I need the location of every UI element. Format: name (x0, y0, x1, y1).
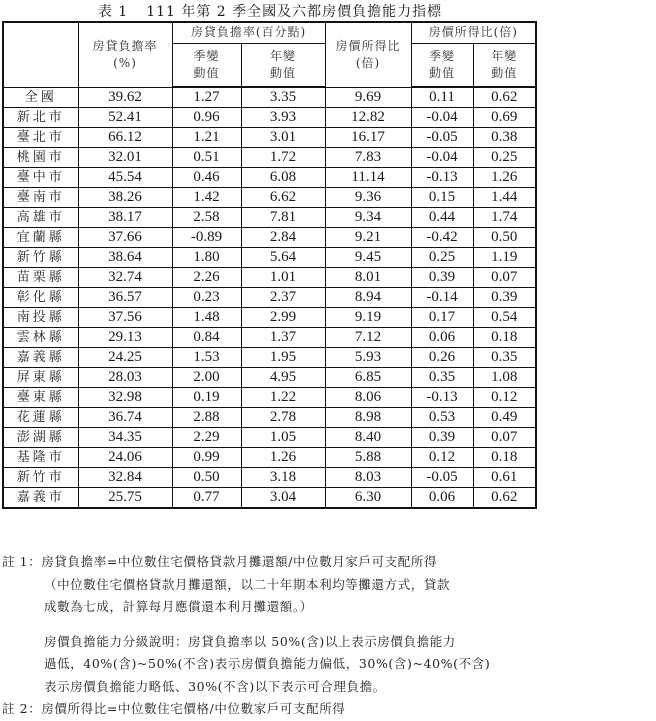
pir-quarter-change-cell: 0.11 (411, 87, 473, 108)
region-name-cell: 新竹縣 (3, 248, 78, 268)
price-income-ratio-cell: 9.19 (325, 308, 411, 328)
mortgage-year-change-cell: 2.84 (241, 228, 325, 248)
table-row (3, 168, 536, 188)
note-2-definition: 註 2：房價所得比=中位數住宅價格/中位數家戶可支配所得 (2, 701, 346, 716)
mortgage-quarter-change-cell: 2.00 (172, 368, 241, 388)
region-name-cell: 南投縣 (3, 308, 78, 328)
region-name-cell: 基隆市 (3, 448, 78, 468)
table-title-text: 111 年第 2 季全國及六都房價負擔能力指標 (146, 4, 443, 20)
mortgage-ratio-cell: 24.06 (78, 448, 172, 468)
header-region (3, 22, 78, 87)
mortgage-year-change-cell: 1.01 (241, 268, 325, 288)
mortgage-quarter-change-cell: 2.58 (172, 208, 241, 228)
mortgage-year-change-cell: 4.95 (241, 368, 325, 388)
region-name-cell: 苗栗縣 (3, 268, 78, 288)
price-income-ratio-cell: 9.21 (325, 228, 411, 248)
table-title (0, 1, 540, 21)
pir-year-change-cell: 0.07 (473, 268, 536, 288)
header-text: 動值 (269, 65, 296, 80)
mortgage-year-change-cell: 5.64 (241, 248, 325, 268)
pir-year-change-cell: 0.07 (473, 428, 536, 448)
pir-quarter-change-cell: 0.35 (411, 368, 473, 388)
pir-year-change-cell: 0.18 (473, 328, 536, 348)
note-1-grading: 過低，40%(含)~50%(不含)表示房價負擔能力偏低，30%(含)~40%(不含) (44, 656, 491, 671)
mortgage-ratio-cell: 29.13 (78, 328, 172, 348)
price-income-ratio-cell: 8.94 (325, 288, 411, 308)
mortgage-quarter-change-cell: 0.84 (172, 328, 241, 348)
header-text: 動值 (491, 65, 518, 80)
mortgage-ratio-cell: 32.01 (78, 148, 172, 168)
price-income-ratio-cell: 11.14 (325, 168, 411, 188)
table-row (3, 328, 536, 348)
pir-quarter-change-cell: 0.15 (411, 188, 473, 208)
mortgage-ratio-cell: 38.26 (78, 188, 172, 208)
table-row (3, 268, 536, 288)
region-name-cell: 臺中市 (3, 168, 78, 188)
mortgage-ratio-cell: 37.66 (78, 228, 172, 248)
mortgage-year-change-cell: 3.01 (241, 128, 325, 148)
price-income-ratio-cell: 8.01 (325, 268, 411, 288)
header-mortgage-ratio-label: 房貸負擔率 (92, 38, 158, 53)
region-name-cell: 桃園市 (3, 148, 78, 168)
price-income-ratio-cell: 16.17 (325, 128, 411, 148)
table-row (3, 188, 536, 208)
table-row (3, 408, 536, 428)
pir-quarter-change-cell: -0.05 (411, 128, 473, 148)
pir-year-change-cell: 0.62 (473, 87, 536, 108)
mortgage-quarter-change-cell: 1.42 (172, 188, 241, 208)
mortgage-year-change-cell: 3.93 (241, 108, 325, 128)
mortgage-quarter-change-cell: 0.51 (172, 148, 241, 168)
price-income-ratio-cell: 5.93 (325, 348, 411, 368)
price-income-ratio-cell: 9.36 (325, 188, 411, 208)
mortgage-quarter-change-cell: 2.29 (172, 428, 241, 448)
header-text: 動值 (193, 65, 220, 80)
header-price-income-ratio (325, 22, 411, 87)
pir-year-change-cell: 0.69 (473, 108, 536, 128)
table-row (3, 448, 536, 468)
region-name-cell: 彰化縣 (3, 288, 78, 308)
mortgage-ratio-cell: 66.12 (78, 128, 172, 148)
table-row (3, 348, 536, 368)
header-mortgage-year-change (241, 43, 325, 87)
region-name-cell: 新竹市 (3, 468, 78, 488)
mortgage-year-change-cell: 3.35 (241, 87, 325, 108)
region-name-cell: 高雄市 (3, 208, 78, 228)
pir-quarter-change-cell: -0.05 (411, 468, 473, 488)
mortgage-year-change-cell: 1.95 (241, 348, 325, 368)
header-pir-unit: (倍) (355, 55, 381, 70)
mortgage-ratio-cell: 32.74 (78, 268, 172, 288)
table-row (3, 228, 536, 248)
table-row (3, 108, 536, 128)
table-row (3, 128, 536, 148)
note-1-detail: 成數為七成，計算每月應償還本利月攤還額。） (44, 599, 313, 614)
pir-year-change-cell: 0.62 (473, 488, 536, 509)
pir-quarter-change-cell: 0.12 (411, 448, 473, 468)
mortgage-quarter-change-cell: 0.96 (172, 108, 241, 128)
mortgage-year-change-cell: 1.72 (241, 148, 325, 168)
price-income-ratio-cell: 9.45 (325, 248, 411, 268)
mortgage-year-change-cell: 1.22 (241, 388, 325, 408)
region-name-cell: 宜蘭縣 (3, 228, 78, 248)
mortgage-ratio-cell: 34.35 (78, 428, 172, 448)
mortgage-quarter-change-cell: 0.50 (172, 468, 241, 488)
header-mortgage-ratio (78, 22, 172, 87)
region-name-cell: 臺東縣 (3, 388, 78, 408)
mortgage-year-change-cell: 6.08 (241, 168, 325, 188)
mortgage-year-change-cell: 2.37 (241, 288, 325, 308)
pir-quarter-change-cell: 0.06 (411, 328, 473, 348)
price-income-ratio-cell: 7.12 (325, 328, 411, 348)
header-text: 季變 (428, 48, 455, 63)
table-row (3, 208, 536, 228)
mortgage-quarter-change-cell: 1.53 (172, 348, 241, 368)
table-row (3, 148, 536, 168)
header-text: 動值 (428, 65, 455, 80)
pir-quarter-change-cell: -0.42 (411, 228, 473, 248)
price-income-ratio-cell: 12.82 (325, 108, 411, 128)
pir-quarter-change-cell: 0.26 (411, 348, 473, 368)
table-number: 表 1 (97, 4, 129, 20)
mortgage-ratio-cell: 24.25 (78, 348, 172, 368)
pir-quarter-change-cell: -0.13 (411, 388, 473, 408)
mortgage-ratio-cell: 25.75 (78, 488, 172, 509)
mortgage-quarter-change-cell: 2.26 (172, 268, 241, 288)
header-pir-change-group: 房價所得比(倍) (411, 22, 536, 43)
pir-year-change-cell: 0.12 (473, 388, 536, 408)
pir-year-change-cell: 0.50 (473, 228, 536, 248)
note-1-grading: 表示房價負擔能力略低、30%(不含)以下表示可合理負擔。 (44, 678, 386, 694)
mortgage-ratio-cell: 28.03 (78, 368, 172, 388)
price-income-ratio-cell: 8.06 (325, 388, 411, 408)
table-row (3, 308, 536, 328)
mortgage-quarter-change-cell: 1.21 (172, 128, 241, 148)
pir-year-change-cell: 0.25 (473, 148, 536, 168)
pir-quarter-change-cell: 0.44 (411, 208, 473, 228)
mortgage-quarter-change-cell: 0.19 (172, 388, 241, 408)
pir-quarter-change-cell: 0.39 (411, 268, 473, 288)
region-name-cell: 澎湖縣 (3, 428, 78, 448)
mortgage-ratio-cell: 39.62 (78, 87, 172, 108)
price-income-ratio-cell: 7.83 (325, 148, 411, 168)
note-1-grading: 房價負擔能力分級說明：房貸負擔率以 50%(含)以上表示房價負擔能力 (44, 633, 456, 649)
header-mortgage-ratio-unit: (%) (113, 55, 137, 70)
header-pir-year-change (473, 43, 536, 87)
pir-year-change-cell: 1.08 (473, 368, 536, 388)
price-income-ratio-cell: 6.30 (325, 488, 411, 509)
mortgage-quarter-change-cell: 1.80 (172, 248, 241, 268)
mortgage-ratio-cell: 32.84 (78, 468, 172, 488)
price-income-ratio-cell: 8.98 (325, 408, 411, 428)
pir-quarter-change-cell: 0.39 (411, 428, 473, 448)
header-text: 季變 (193, 48, 220, 63)
price-income-ratio-cell: 9.69 (325, 87, 411, 108)
spacer (2, 619, 652, 631)
region-name-cell: 雲林縣 (3, 328, 78, 348)
mortgage-year-change-cell: 1.37 (241, 328, 325, 348)
mortgage-quarter-change-cell: 0.77 (172, 488, 241, 509)
header-mortgage-change-group: 房貸負擔率(百分點) (172, 22, 325, 43)
table-row (3, 488, 536, 509)
pir-quarter-change-cell: -0.14 (411, 288, 473, 308)
note-1-definition: 註 1：房貸負擔率=中位數住宅價格貸款月攤還額/中位數月家戶可支配所得 (2, 554, 438, 569)
mortgage-quarter-change-cell: 2.88 (172, 408, 241, 428)
pir-quarter-change-cell: -0.04 (411, 108, 473, 128)
header-text: 年變 (491, 48, 518, 63)
pir-year-change-cell: 0.35 (473, 348, 536, 368)
region-name-cell: 嘉義市 (3, 488, 78, 509)
mortgage-quarter-change-cell: 1.27 (172, 87, 241, 108)
region-name-cell: 臺南市 (3, 188, 78, 208)
mortgage-quarter-change-cell: 1.48 (172, 308, 241, 328)
mortgage-quarter-change-cell: -0.89 (172, 228, 241, 248)
pir-quarter-change-cell: 0.53 (411, 408, 473, 428)
mortgage-quarter-change-cell: 0.23 (172, 288, 241, 308)
region-name-cell: 嘉義縣 (3, 348, 78, 368)
pir-quarter-change-cell: 0.06 (411, 488, 473, 509)
pir-year-change-cell: 1.74 (473, 208, 536, 228)
price-income-ratio-cell: 5.88 (325, 448, 411, 468)
region-name-cell: 全國 (3, 87, 78, 108)
mortgage-year-change-cell: 2.99 (241, 308, 325, 328)
pir-year-change-cell: 0.61 (473, 468, 536, 488)
mortgage-year-change-cell: 1.26 (241, 448, 325, 468)
region-name-cell: 屏東縣 (3, 368, 78, 388)
pir-year-change-cell: 0.38 (473, 128, 536, 148)
pir-year-change-cell: 1.26 (473, 168, 536, 188)
table-row (3, 428, 536, 448)
region-name-cell: 臺北市 (3, 128, 78, 148)
mortgage-year-change-cell: 1.05 (241, 428, 325, 448)
table-row (3, 468, 536, 488)
table-row (3, 288, 536, 308)
table-row (3, 388, 536, 408)
mortgage-year-change-cell: 3.04 (241, 488, 325, 509)
footnotes (2, 551, 652, 721)
price-income-ratio-cell: 9.34 (325, 208, 411, 228)
mortgage-ratio-cell: 38.64 (78, 248, 172, 268)
mortgage-year-change-cell: 7.81 (241, 208, 325, 228)
pir-quarter-change-cell: -0.04 (411, 148, 473, 168)
table-body (3, 87, 536, 508)
pir-quarter-change-cell: -0.13 (411, 168, 473, 188)
mortgage-ratio-cell: 52.41 (78, 108, 172, 128)
mortgage-ratio-cell: 38.17 (78, 208, 172, 228)
mortgage-ratio-cell: 37.56 (78, 308, 172, 328)
mortgage-ratio-cell: 36.74 (78, 408, 172, 428)
table-row (3, 248, 536, 268)
mortgage-year-change-cell: 2.78 (241, 408, 325, 428)
mortgage-ratio-cell: 45.54 (78, 168, 172, 188)
mortgage-quarter-change-cell: 0.46 (172, 168, 241, 188)
price-income-ratio-cell: 8.40 (325, 428, 411, 448)
pir-year-change-cell: 0.49 (473, 408, 536, 428)
affordability-table (2, 21, 537, 509)
pir-quarter-change-cell: 0.25 (411, 248, 473, 268)
header-pir-quarter-change (411, 43, 473, 87)
pir-year-change-cell: 1.44 (473, 188, 536, 208)
mortgage-year-change-cell: 6.62 (241, 188, 325, 208)
region-name-cell: 花蓮縣 (3, 408, 78, 428)
header-text: 年變 (269, 48, 296, 63)
price-income-ratio-cell: 8.03 (325, 468, 411, 488)
mortgage-ratio-cell: 32.98 (78, 388, 172, 408)
mortgage-ratio-cell: 36.57 (78, 288, 172, 308)
header-mortgage-quarter-change (172, 43, 241, 87)
price-income-ratio-cell: 6.85 (325, 368, 411, 388)
table-row (3, 368, 536, 388)
note-1-detail: （中位數住宅價格貸款月攤還額，以二十年期本利均等攤還方式，貸款 (44, 576, 451, 592)
table-row (3, 87, 536, 108)
pir-year-change-cell: 1.19 (473, 248, 536, 268)
pir-year-change-cell: 0.18 (473, 448, 536, 468)
header-pir-label: 房價所得比 (335, 38, 401, 53)
mortgage-year-change-cell: 3.18 (241, 468, 325, 488)
pir-year-change-cell: 0.54 (473, 308, 536, 328)
pir-quarter-change-cell: 0.17 (411, 308, 473, 328)
region-name-cell: 新北市 (3, 108, 78, 128)
pir-year-change-cell: 0.39 (473, 288, 536, 308)
mortgage-quarter-change-cell: 0.99 (172, 448, 241, 468)
